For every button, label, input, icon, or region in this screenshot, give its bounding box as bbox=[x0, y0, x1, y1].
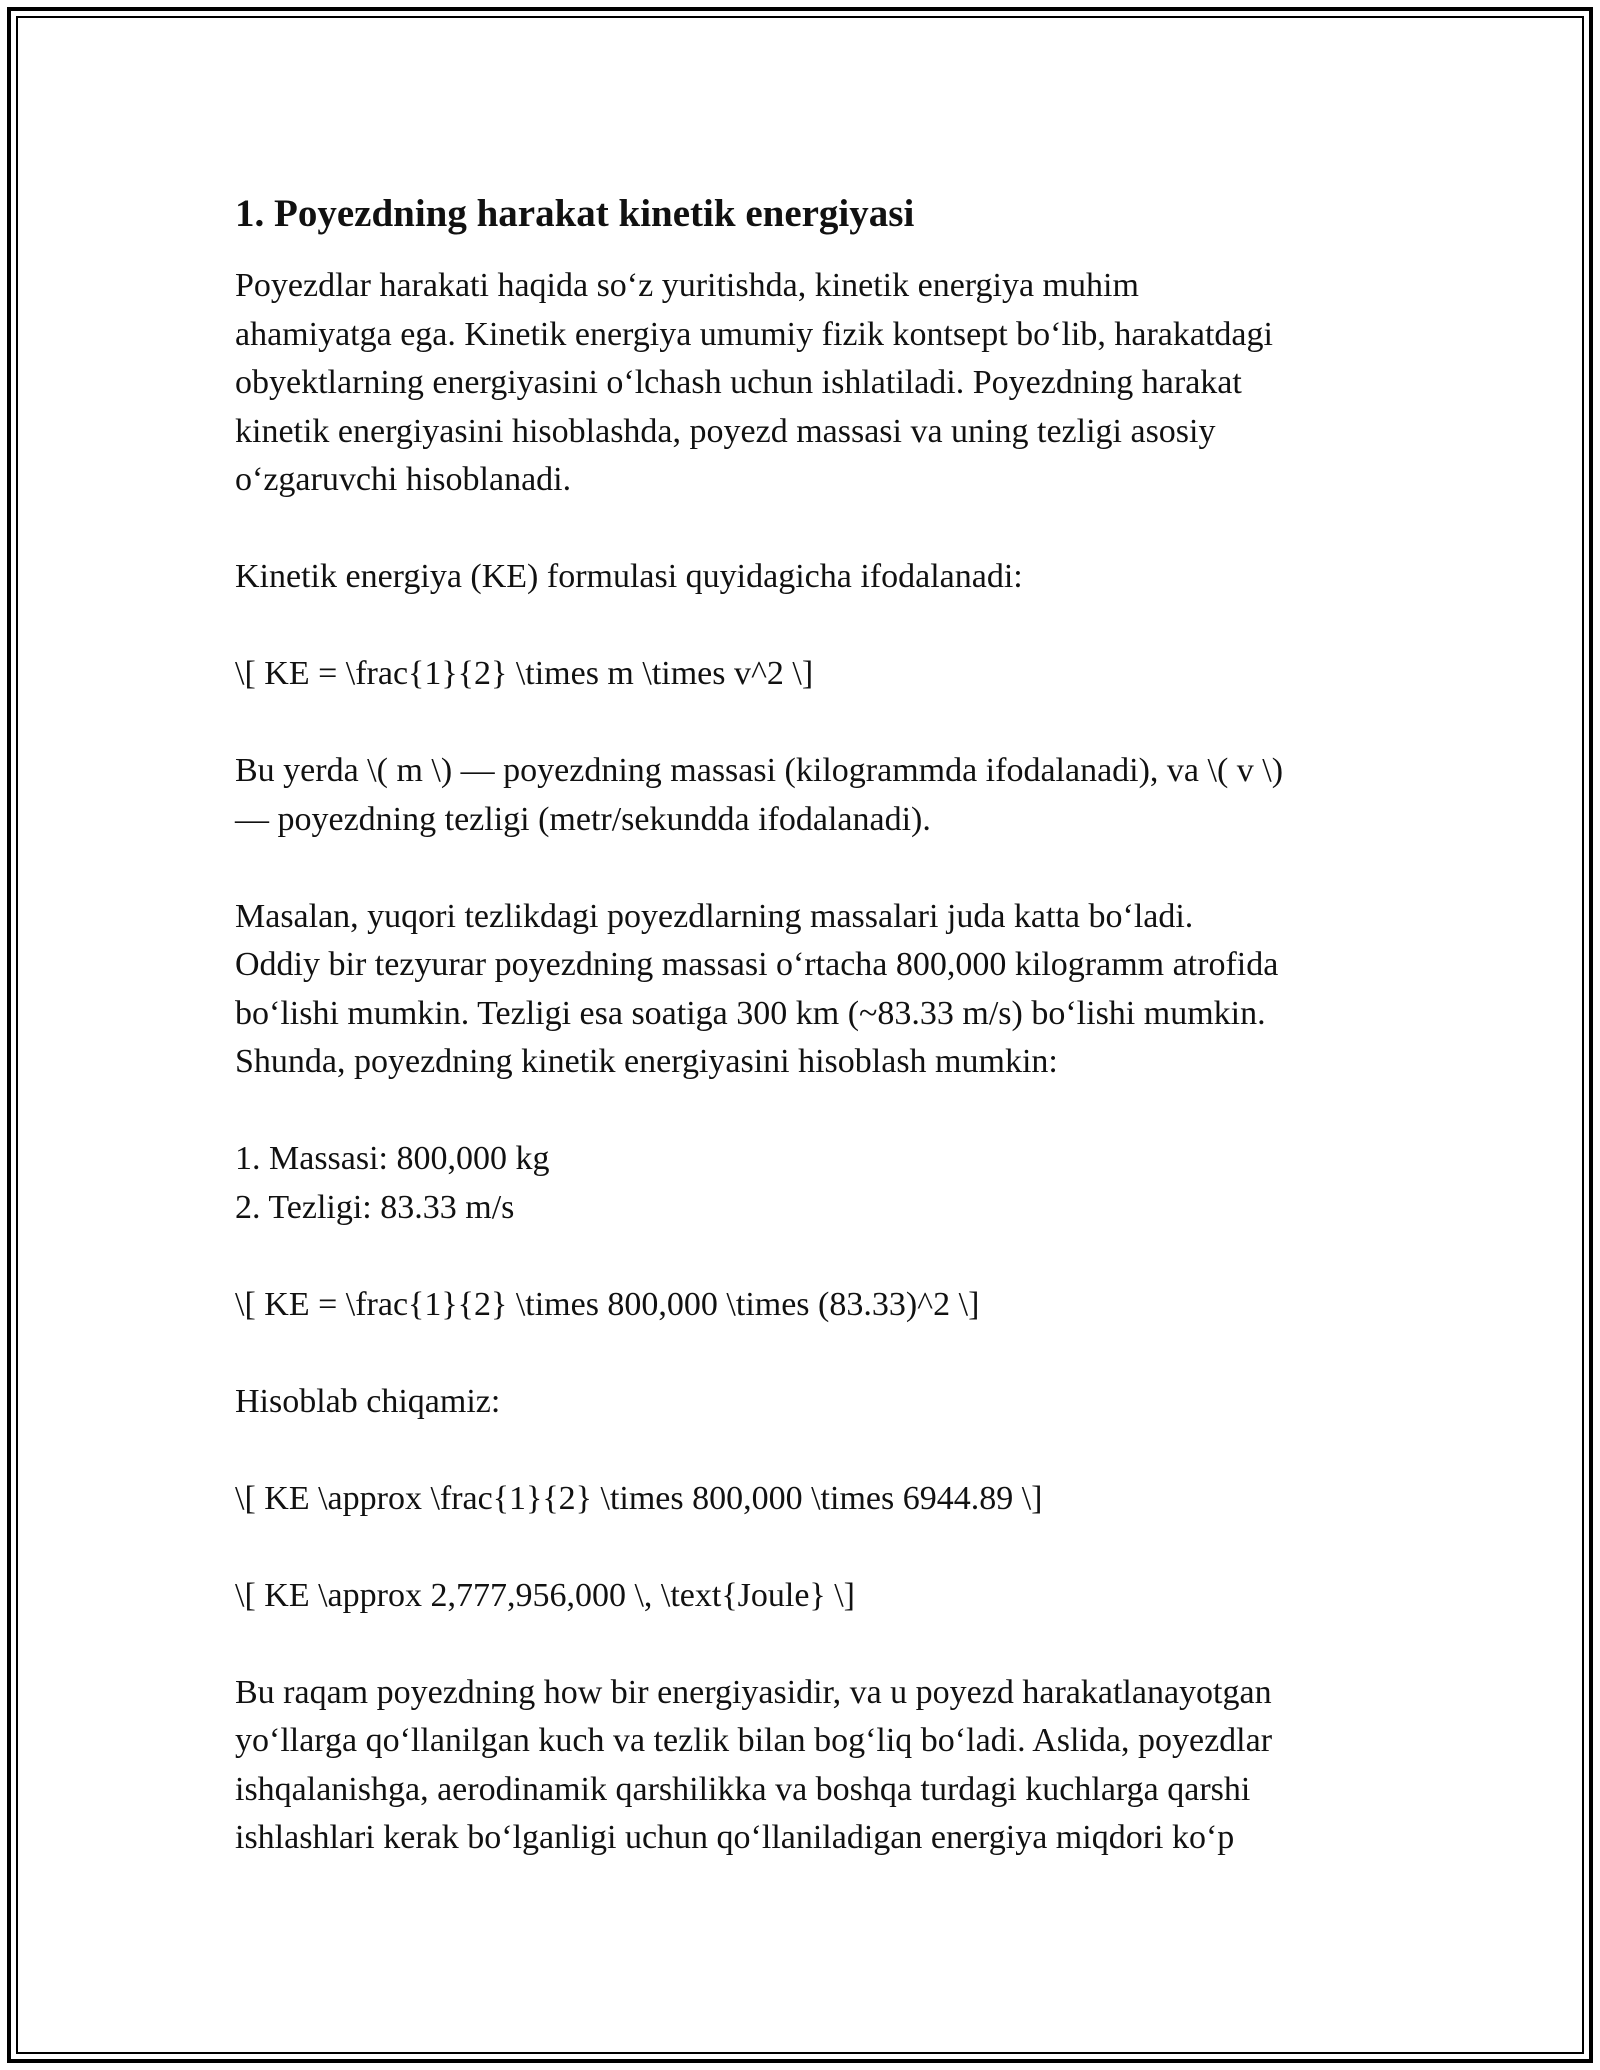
variables-explanation-paragraph: Bu yerda \( m \) — poyezdning massasi (kilogrammda ifodalanadi), va \( v \) — poyezdning tezligi (metr/sekundda ifodalanadi). bbox=[235, 752, 1284, 838]
formula-intro-paragraph: Kinetik energiya (KE) formulasi quyidagicha ifodalanadi: bbox=[235, 558, 1023, 595]
section-heading: 1. Poyezdning harakat kinetik energiyasi bbox=[235, 192, 915, 235]
formula-approximation: \[ KE \approx \frac{1}{2} \times 800,000 \times 6944.89 \] bbox=[235, 1479, 1043, 1517]
list-item: 1. Massasi: 800,000 kg bbox=[235, 1140, 550, 1177]
list-item: 2. Tezligi: 83.33 m/s bbox=[235, 1188, 515, 1226]
intro-paragraph: Poyezdlar harakati haqida so‘z yuritishda, kinetik energiya muhim ahamiyatga ega. Kinetik energiya umumiy fizik kontsept bo‘lib, harakatdagi obyektlarning energiyasini o‘lchash uchun ishlatiladi. Poyezdning harakat kinetik energiyasini hisoblashda, poyezd massasi va uning tezligi asosiy o‘zgaruvchi hisoblanadi. bbox=[235, 267, 1273, 498]
formula-substitution: \[ KE = \frac{1}{2} \times 800,000 \times (83.33)^2 \] bbox=[235, 1285, 980, 1323]
document-body bbox=[235, 186, 1375, 1863]
formula-kinetic-energy: \[ KE = \frac{1}{2} \times m \times v^2 \] bbox=[235, 655, 814, 692]
formula-result: \[ KE \approx 2,777,956,000 \, \text{Joule} \] bbox=[235, 1576, 856, 1614]
given-values-list bbox=[235, 1135, 1375, 1232]
closing-paragraph: Bu raqam poyezdning how bir energiyasidir, va u poyezd harakatlanayotgan yo‘llarga qo‘llanilgan kuch va tezlik bilan bog‘liq bo‘ladi. Aslida, poyezdlar ishqalanishga, aerodinamik qarshilikka va boshqa turdagi kuchlarga qarshi ishlashlari kerak bo‘lganligi uchun qo‘llaniladigan energiya miqdori ko‘p bbox=[235, 1673, 1273, 1856]
example-paragraph: Masalan, yuqori tezlikdagi poyezdlarning massalari juda katta bo‘ladi. Oddiy bir tezyurar poyezdning massasi o‘rtacha 800,000 kilogramm atrofida bo‘lishi mumkin. Tezligi esa soatiga 300 km (~83.33 m/s) bo‘lishi mumkin. Shunda, poyezdning kinetik energiyasini hisoblash mumkin: bbox=[235, 897, 1279, 1080]
calculation-label: Hisoblab chiqamiz: bbox=[235, 1382, 501, 1420]
